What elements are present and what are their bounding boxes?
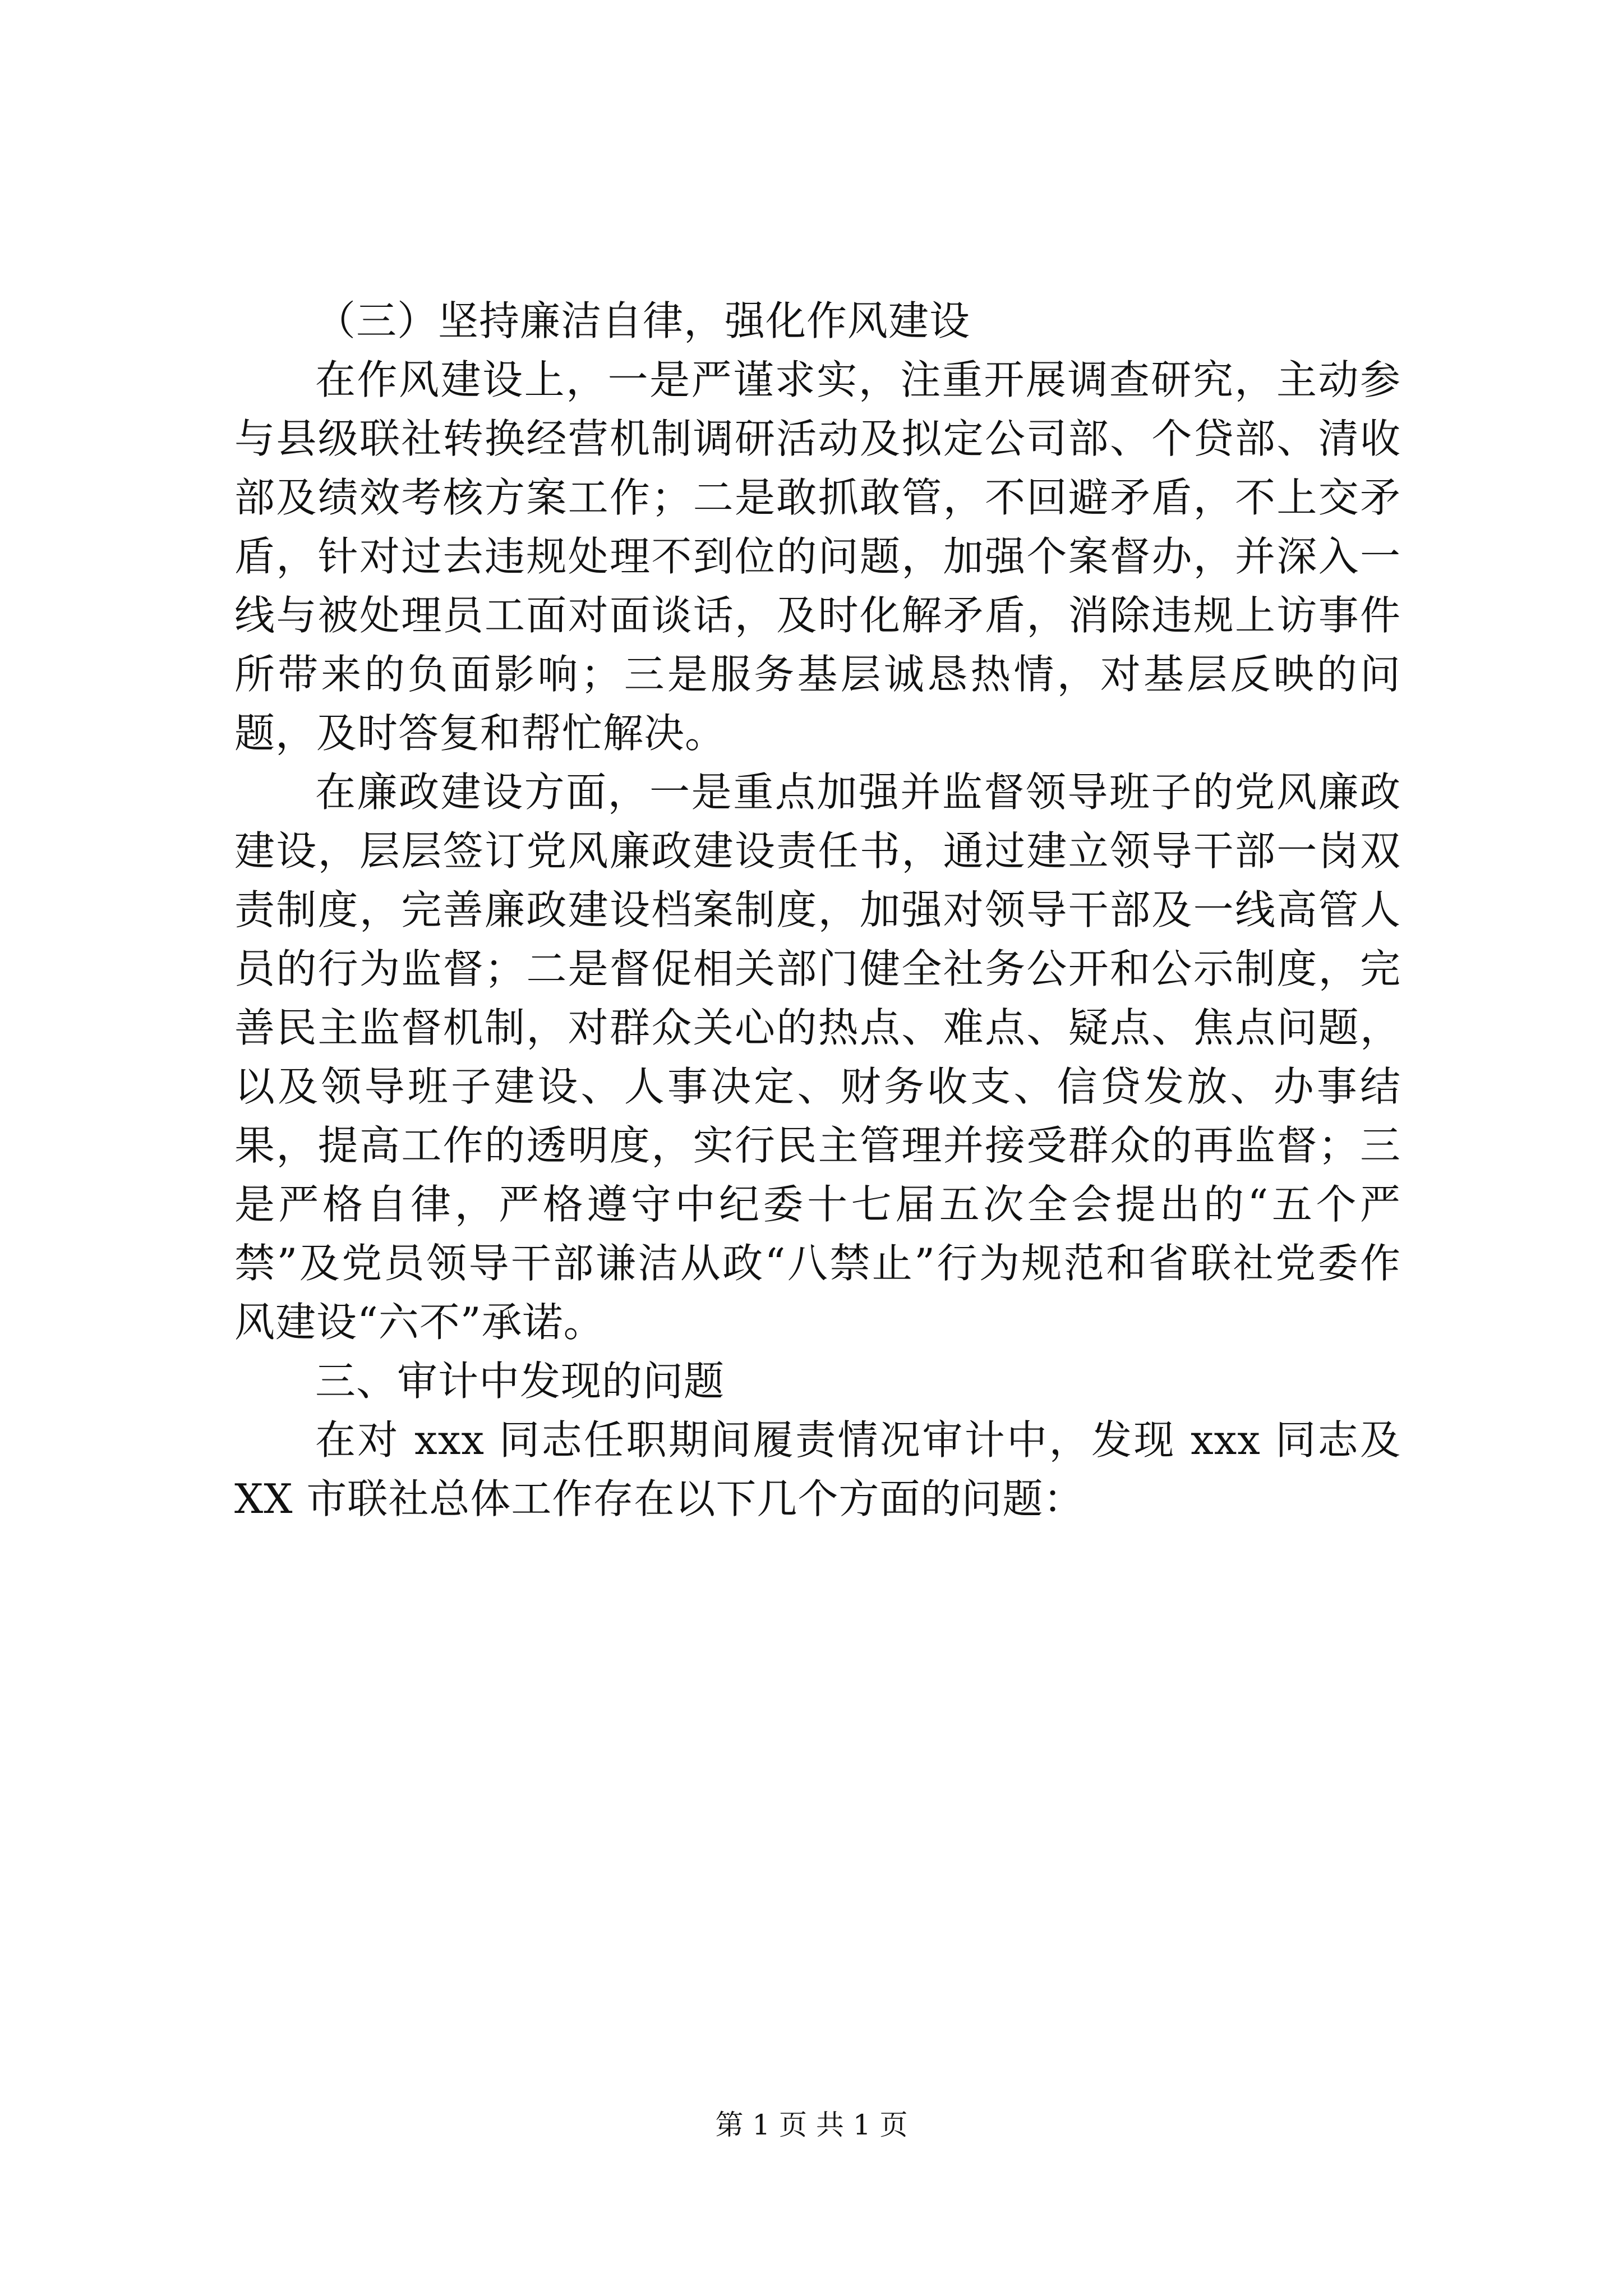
- paragraph-integrity: 在廉政建设方面，一是重点加强并监督领导班子的党风廉政建设，层层签订党风廉政建设责任书，通过建立领导干部一岗双责制度，完善廉政建设档案制度，加强对领导干部及一线高管人员的行为监督；二是督促相关部门健全社务公开和公示制度，完善民主监督机制，对群众关心的热点、难点、疑点、焦点问题，以及领导班子建设、人事决定、财务收支、信贷发放、办事结果，提高工作的透明度，实行民主管理并接受群众的再监督；三是严格自律，严格遵守中纪委十七届五次全会提出的“五个严禁”及党员领导干部谦洁从政“八禁止”行为规范和省联社党委作风建设“六不”承诺。: [234, 769, 1401, 1346]
- document-body: [234, 292, 1401, 1529]
- section-heading: （三）坚持廉洁自律，强化作风建设: [315, 297, 971, 344]
- paragraph-work-style: 在作风建设上，一是严谨求实，注重开展调查研究，主动参与县级联社转换经营机制调研活动及拟定公司部、个贷部、清收部及绩效考核方案工作；二是敢抓敢管，不回避矛盾，不上交矛盾，针对过去违规处理不到位的问题，加强个案督办，并深入一线与被处理员工面对面谈话，及时化解矛盾，消除违规上访事件所带来的负面影响；三是服务基层诚恳热情，对基层反映的问题，及时答复和帮忙解决。: [234, 356, 1401, 757]
- section3-paragraph: 在对 xxx 同志任职期间履责情况审计中，发现 xxx 同志及 XX 市联社总体工作存在以下几个方面的问题：: [234, 1416, 1401, 1522]
- page-footer: 第 1 页 共 1 页: [715, 2109, 908, 2141]
- section3-heading: 三、审计中发现的问题: [315, 1358, 725, 1405]
